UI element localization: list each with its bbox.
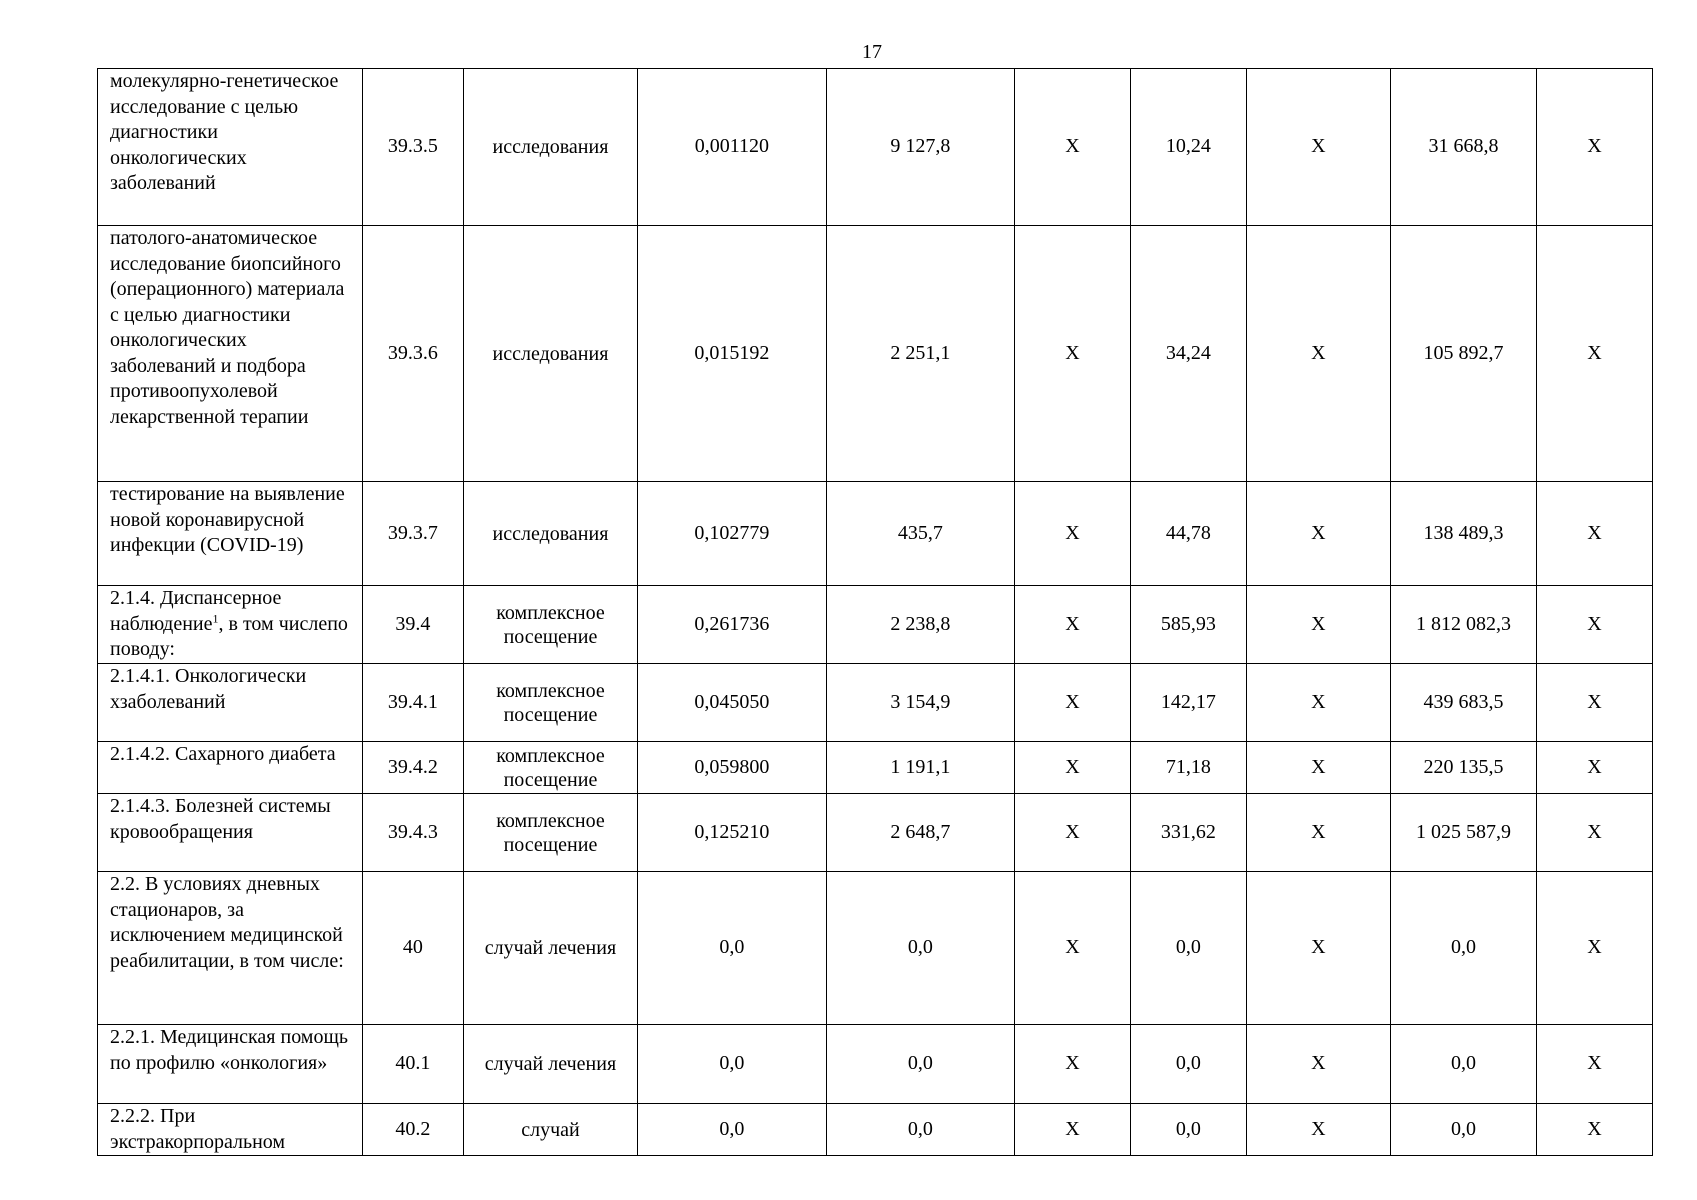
row-cost: 0,0: [826, 872, 1014, 1025]
row-unit: комплексное посещение: [463, 794, 637, 872]
row-name-text: 2.1.4. Диспансерное наблюдение: [110, 587, 282, 635]
row-col-8: Х: [1246, 664, 1390, 742]
row-col-8: Х: [1246, 742, 1390, 794]
row-cost: 2 238,8: [826, 586, 1014, 664]
row-name: тестирование на выявление новой коронавирусной инфекции (COVID-19): [98, 482, 363, 586]
row-col-7: 142,17: [1130, 664, 1246, 742]
row-rate: 0,045050: [638, 664, 826, 742]
row-name: 2.1.4.3. Болезней системы кровообращения: [98, 794, 363, 872]
row-col-10: Х: [1537, 794, 1653, 872]
row-code: 39.4.1: [363, 664, 464, 742]
row-col-6: Х: [1015, 1025, 1131, 1104]
row-unit: случай лечения: [463, 1025, 637, 1104]
data-table: [97, 68, 1653, 1156]
row-col-10: Х: [1537, 586, 1653, 664]
row-name: патолого-анатомическое исследование биопсийного (операционного) материала с целью диагностики онкологических заболеваний и подбора противоопухолевой лекарственной терапии: [98, 226, 363, 482]
row-col-8: Х: [1246, 586, 1390, 664]
table-row: [98, 586, 1653, 664]
row-col-7: 0,0: [1130, 872, 1246, 1025]
row-col-8: Х: [1246, 1025, 1390, 1104]
row-col-9: 439 683,5: [1390, 664, 1536, 742]
row-col-10: Х: [1537, 664, 1653, 742]
row-col-7: 34,24: [1130, 226, 1246, 482]
row-unit: комплексное посещение: [463, 664, 637, 742]
row-col-6: Х: [1015, 664, 1131, 742]
table-row: [98, 1104, 1653, 1156]
row-col-6: Х: [1015, 586, 1131, 664]
row-name: 2.2.2. При экстракорпоральном: [98, 1104, 363, 1156]
row-col-9: 0,0: [1390, 1025, 1536, 1104]
row-rate: 0,001120: [638, 69, 826, 226]
row-col-9: 138 489,3: [1390, 482, 1536, 586]
row-code: 39.4.2: [363, 742, 464, 794]
row-col-6: Х: [1015, 482, 1131, 586]
row-col-9: 0,0: [1390, 872, 1536, 1025]
row-cost: 435,7: [826, 482, 1014, 586]
row-col-10: Х: [1537, 226, 1653, 482]
row-col-10: Х: [1537, 482, 1653, 586]
row-rate: 0,125210: [638, 794, 826, 872]
row-cost: 0,0: [826, 1025, 1014, 1104]
row-name: 2.2.1. Медицинская помощь по профилю «онкология»: [98, 1025, 363, 1104]
row-cost: 3 154,9: [826, 664, 1014, 742]
row-code: 40: [363, 872, 464, 1025]
row-cost: 9 127,8: [826, 69, 1014, 226]
row-code: 40.1: [363, 1025, 464, 1104]
row-unit: комплексное посещение: [463, 586, 637, 664]
row-col-7: 71,18: [1130, 742, 1246, 794]
row-code: 40.2: [363, 1104, 464, 1156]
row-col-9: 31 668,8: [1390, 69, 1536, 226]
row-col-8: Х: [1246, 872, 1390, 1025]
row-rate: 0,0: [638, 872, 826, 1025]
table-row: [98, 1025, 1653, 1104]
row-code: 39.3.7: [363, 482, 464, 586]
row-name: 2.2. В условиях дневных стационаров, за исключением медицинской реабилитации, в том числе:: [98, 872, 363, 1025]
row-rate: 0,059800: [638, 742, 826, 794]
row-cost: 0,0: [826, 1104, 1014, 1156]
row-col-6: Х: [1015, 69, 1131, 226]
row-col-10: Х: [1537, 1025, 1653, 1104]
page-number: 17: [862, 41, 882, 63]
row-col-7: 0,0: [1130, 1104, 1246, 1156]
row-col-9: 0,0: [1390, 1104, 1536, 1156]
row-cost: 1 191,1: [826, 742, 1014, 794]
row-col-9: 220 135,5: [1390, 742, 1536, 794]
row-code: 39.3.5: [363, 69, 464, 226]
row-unit: исследования: [463, 69, 637, 226]
row-col-7: 0,0: [1130, 1025, 1246, 1104]
row-col-10: Х: [1537, 69, 1653, 226]
row-col-10: Х: [1537, 872, 1653, 1025]
row-col-7: 44,78: [1130, 482, 1246, 586]
row-col-6: Х: [1015, 794, 1131, 872]
row-col-7: 585,93: [1130, 586, 1246, 664]
row-unit: комплексное посещение: [463, 742, 637, 794]
row-col-10: Х: [1537, 1104, 1653, 1156]
row-name-text-cont: , в том числепо поводу:: [110, 612, 348, 660]
row-col-7: 331,62: [1130, 794, 1246, 872]
row-col-6: Х: [1015, 872, 1131, 1025]
row-col-8: Х: [1246, 226, 1390, 482]
row-cost: 2 251,1: [826, 226, 1014, 482]
row-code: 39.4: [363, 586, 464, 664]
row-rate: 0,0: [638, 1104, 826, 1156]
row-unit: исследования: [463, 226, 637, 482]
row-col-8: Х: [1246, 69, 1390, 226]
table-row: [98, 794, 1653, 872]
table-row: [98, 482, 1653, 586]
table-row: [98, 69, 1653, 226]
table-row: [98, 742, 1653, 794]
row-unit: случай: [463, 1104, 637, 1156]
row-cost: 2 648,7: [826, 794, 1014, 872]
row-rate: 0,015192: [638, 226, 826, 482]
row-col-8: Х: [1246, 1104, 1390, 1156]
row-col-7: 10,24: [1130, 69, 1246, 226]
row-unit: случай лечения: [463, 872, 637, 1025]
footnote-marker: 1: [212, 610, 219, 625]
row-name: молекулярно-генетическое исследование с целью диагностики онкологических заболеваний: [98, 69, 363, 226]
row-col-6: Х: [1015, 226, 1131, 482]
row-rate: 0,102779: [638, 482, 826, 586]
row-col-10: Х: [1537, 742, 1653, 794]
table-row: [98, 872, 1653, 1025]
row-rate: 0,0: [638, 1025, 826, 1104]
row-col-9: 1 812 082,3: [1390, 586, 1536, 664]
row-code: 39.3.6: [363, 226, 464, 482]
row-col-8: Х: [1246, 794, 1390, 872]
row-name: [98, 586, 363, 664]
row-col-6: Х: [1015, 1104, 1131, 1156]
table-row: [98, 664, 1653, 742]
row-unit: исследования: [463, 482, 637, 586]
table-row: [98, 226, 1653, 482]
row-rate: 0,261736: [638, 586, 826, 664]
row-name: 2.1.4.2. Сахарного диабета: [98, 742, 363, 794]
row-col-9: 105 892,7: [1390, 226, 1536, 482]
row-col-9: 1 025 587,9: [1390, 794, 1536, 872]
row-name: 2.1.4.1. Онкологически хзаболеваний: [98, 664, 363, 742]
row-col-8: Х: [1246, 482, 1390, 586]
row-col-6: Х: [1015, 742, 1131, 794]
row-code: 39.4.3: [363, 794, 464, 872]
